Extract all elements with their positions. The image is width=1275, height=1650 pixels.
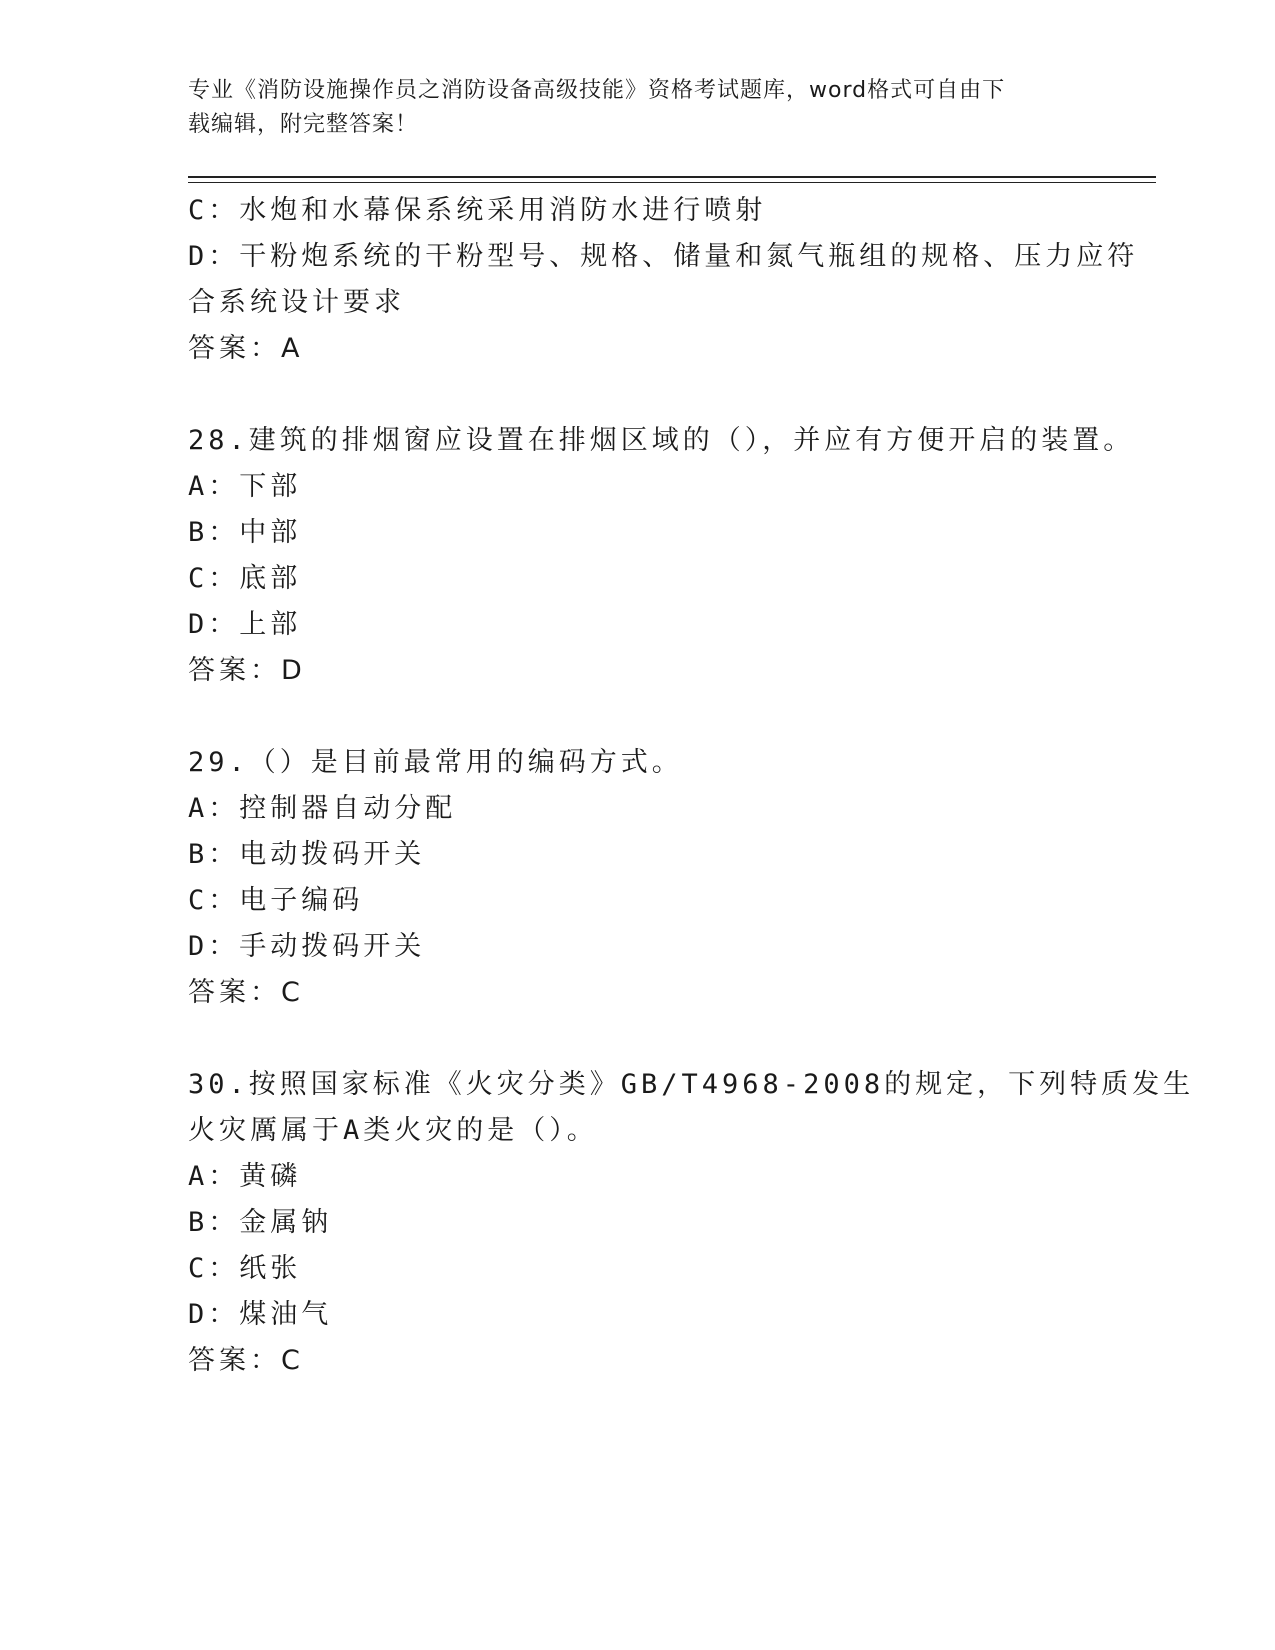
question-28 <box>188 418 1135 694</box>
header-line-1: 专业《消防设施操作员之消防设备高级技能》资格考试题库，word格式可自由下 <box>188 78 1006 103</box>
option-b: B：中部 <box>188 517 302 548</box>
spacer <box>188 694 1088 740</box>
option-d: D：上部 <box>188 609 302 640</box>
question-stem-continued: 火灾厲属于A类火灾的是（）。 <box>188 1115 598 1146</box>
question-list <box>188 188 1195 1384</box>
option-b: B：电动拨码开关 <box>188 839 426 870</box>
question-29 <box>188 740 1088 1016</box>
option-a: A：黄磷 <box>188 1161 302 1192</box>
header-divider-thick <box>188 176 1156 178</box>
question-stem: 28.建筑的排烟窗应设置在排烟区域的（），并应有方便开启的装置。 <box>188 425 1135 456</box>
option-a: A：控制器自动分配 <box>188 793 457 824</box>
option-d-continued: 合系统设计要求 <box>188 287 405 318</box>
answer: 答案：A <box>188 333 304 364</box>
option-c: C：纸张 <box>188 1253 302 1284</box>
question-stem: 29.（）是目前最常用的编码方式。 <box>188 747 683 778</box>
answer: 答案：D <box>188 655 306 686</box>
option-c: C：电子编码 <box>188 885 364 916</box>
document-header <box>188 74 1068 142</box>
spacer <box>188 1016 1088 1062</box>
answer: 答案：C <box>188 977 304 1008</box>
option-d: D：煤油气 <box>188 1299 333 1330</box>
answer: 答案：C <box>188 1345 304 1376</box>
continued-question <box>188 188 1139 372</box>
option-d: D：手动拨码开关 <box>188 931 426 962</box>
header-line-2: 载编辑，附完整答案！ <box>188 112 419 137</box>
option-d: D：干粉炮系统的干粉型号、规格、储量和氮气瓶组的规格、压力应符 <box>188 241 1139 272</box>
question-30 <box>188 1062 1195 1384</box>
option-a: A：下部 <box>188 471 302 502</box>
option-c: C：水炮和水幕保系统采用消防水进行喷射 <box>188 195 767 226</box>
spacer <box>188 372 1088 418</box>
header-divider-thin <box>188 182 1156 183</box>
option-b: B：金属钠 <box>188 1207 333 1238</box>
option-c: C：底部 <box>188 563 302 594</box>
question-stem: 30.按照国家标准《火灾分类》GB/T4968-2008的规定，下列特质发生 <box>188 1069 1195 1100</box>
